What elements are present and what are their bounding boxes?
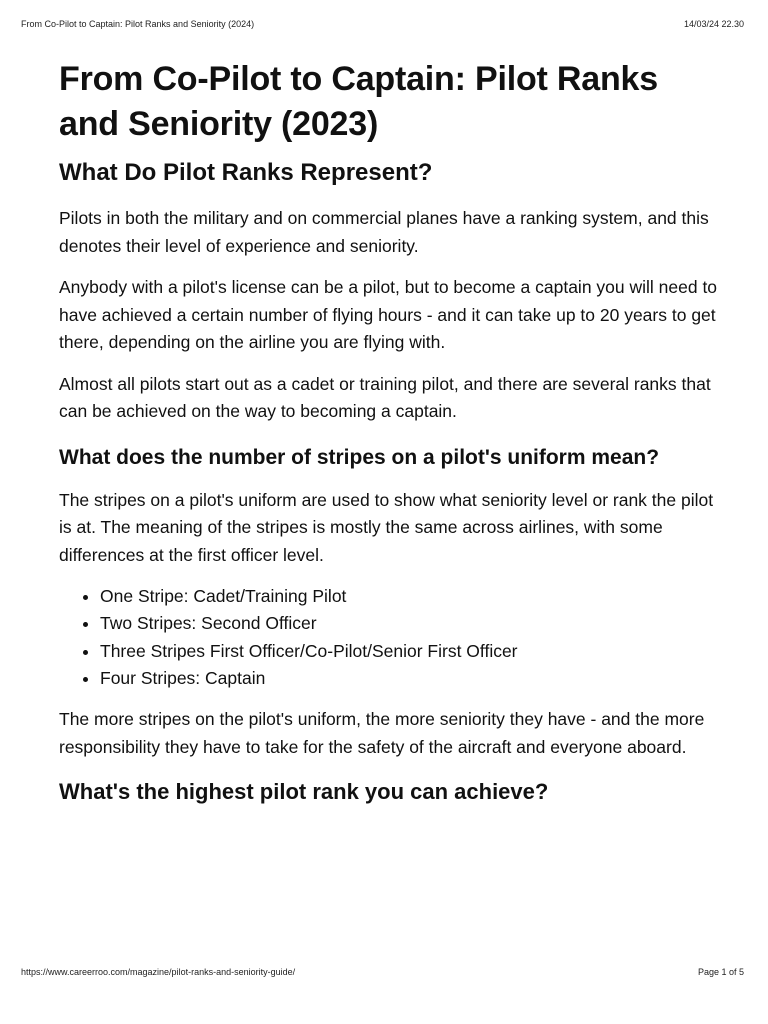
article-content — [59, 57, 719, 807]
print-header-datetime: 14/03/24 22.30 — [683, 19, 744, 29]
section-heading-uniform-stripes: What does the number of stripes on a pilot's uniform mean? — [59, 445, 660, 469]
article-title: From Co-Pilot to Captain: Pilot Ranks and Seniority (2023) — [59, 60, 658, 143]
list-item: • Two Stripes: Second Officer — [100, 610, 719, 637]
print-header-title: From Co-Pilot to Captain: Pilot Ranks and Seniority (2024) — [21, 19, 255, 29]
section-heading-highest-rank: What's the highest pilot rank you can achieve? — [59, 779, 549, 805]
list-item: • Three Stripes First Officer/Co-Pilot/Senior First Officer — [100, 638, 719, 665]
list-item: • Four Stripes: Captain — [100, 665, 719, 692]
print-footer-page-number: Page 1 of 5 — [697, 967, 744, 977]
stripes-list — [59, 583, 719, 692]
print-footer-url: https://www.careerroo.com/magazine/pilot-ranks-and-seniority-guide/ — [21, 967, 296, 977]
print-footer — [0, 964, 768, 1024]
section-heading-pilot-ranks: What Do Pilot Ranks Represent? — [59, 159, 433, 186]
list-item: • One Stripe: Cadet/Training Pilot — [100, 583, 719, 610]
paragraph: Anybody with a pilot's license can be a pilot, but to become a captain you will need to have achieved a certain number of flying hours - and it can take up to 20 years to get there, depending on the airline you are flying with. — [59, 277, 718, 352]
print-header — [0, 0, 768, 40]
paragraph: Almost all pilots start out as a cadet or training pilot, and there are several ranks that can be achieved on the way to becoming a captain. — [59, 373, 711, 421]
paragraph: Pilots in both the military and on commercial planes have a ranking system, and this denotes their level of experience and seniority. — [59, 208, 709, 256]
paragraph: The stripes on a pilot's uniform are used to show what seniority level or rank the pilot is at. The meaning of the stripes is mostly the same across airlines, with some differences at the first officer level. — [59, 489, 714, 565]
paragraph: The more stripes on the pilot's uniform, the more seniority they have - and the more responsibility they have to take for the safety of the aircraft and everyone aboard. — [59, 709, 705, 757]
